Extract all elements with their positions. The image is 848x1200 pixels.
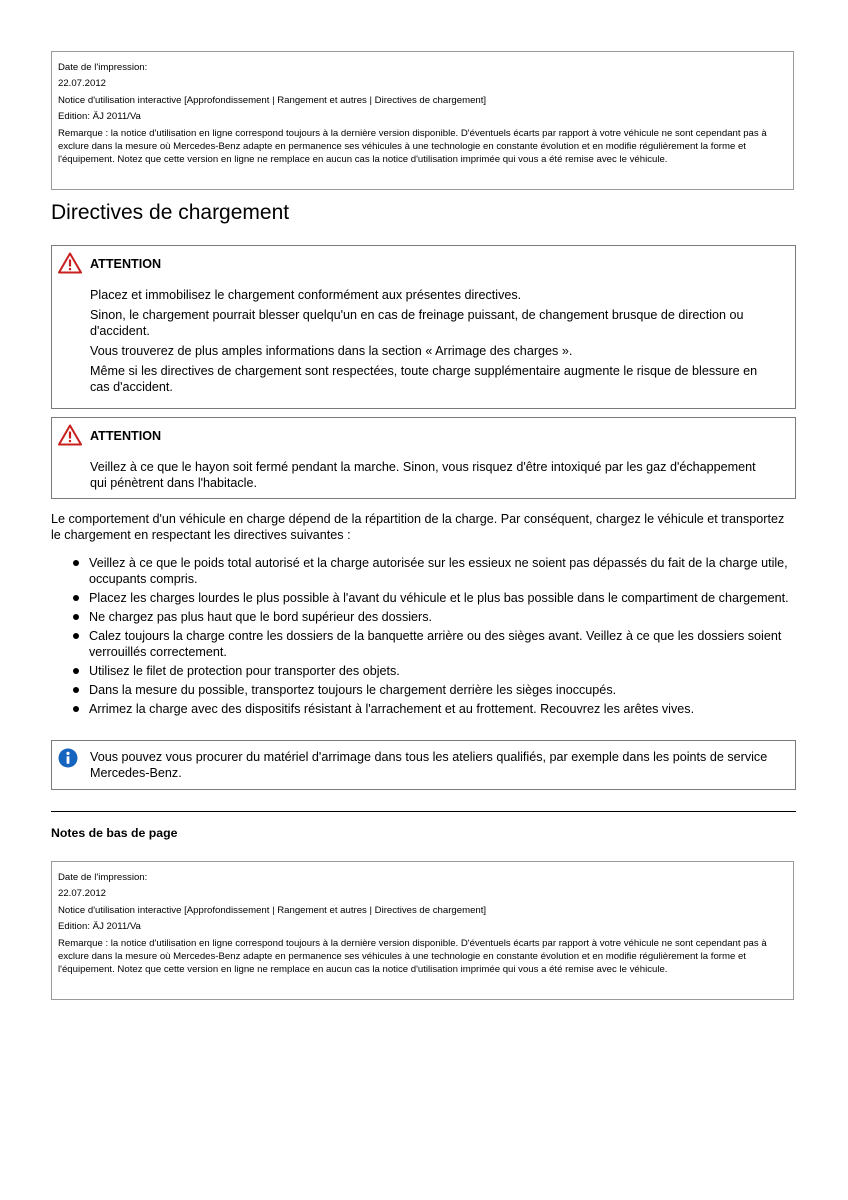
list-item <box>51 628 796 660</box>
remark-text: Remarque : la notice d'utilisation en ligne correspond toujours à la dernière version disponible. D'éventuels écarts par rapport à votre véhicule ne sont cependant pas à exclure dans la mesure où Mercedes-Benz adapte en permanence ses véhicules à une technologie en constante évolution et en modifie régulièrement la forme et l'équipement. Notez que cette version en ligne ne remplace en aucun cas la notice d'utilisation imprimée qui vous a été remise avec le véhicule. <box>58 937 767 976</box>
bullet-dot-icon <box>73 668 79 674</box>
info-note-text: Vous pouvez vous procurer du matériel d'arrimage dans tous les ateliers qualifiés, par exemple dans les points de service Mercedes-Benz. <box>90 750 768 780</box>
warning-paragraph: Sinon, le chargement pourrait blesser quelqu'un en cas de freinage puissant, de changement brusque de direction ou d'accident. <box>90 308 744 338</box>
info-note-box <box>51 740 796 790</box>
footnotes-heading: Notes de bas de page <box>51 826 178 840</box>
print-date-label: Date de l'impression: <box>58 62 148 73</box>
bullet-dot-icon <box>73 633 79 639</box>
warning-triangle-icon <box>58 424 82 446</box>
print-date-value: 22.07.2012 <box>58 78 107 90</box>
print-info-box-bottom <box>51 861 794 1000</box>
print-info-box-top <box>51 51 794 190</box>
bullet-dot-icon <box>73 687 79 693</box>
warning-box <box>51 417 796 499</box>
list-item-text: Ne chargez pas plus haut que le bord supérieur des dossiers. <box>89 610 433 624</box>
list-item-text: Veillez à ce que le poids total autorisé et la charge autorisée sur les essieux ne soient pas dépassés du fait de la charge utile, occupants compris. <box>89 556 788 586</box>
warning-heading: ATTENTION <box>90 429 162 443</box>
warning-paragraph: Placez et immobilisez le chargement conformément aux présentes directives. <box>90 288 522 302</box>
breadcrumb: Notice d'utilisation interactive [Approfondissement | Rangement et autres | Directives de chargement] <box>58 904 487 916</box>
warning-paragraph: Vous trouverez de plus amples informations dans la section « Arrimage des charges ». <box>90 344 573 358</box>
page-title: Directives de chargement <box>51 201 290 224</box>
warning-paragraph: Veillez à ce que le hayon soit fermé pendant la marche. Sinon, vous risquez d'être intoxiqué par les gaz d'échappement qui pénètrent dans l'habitacle. <box>90 460 756 490</box>
list-item <box>51 663 796 679</box>
warning-body <box>90 287 775 399</box>
print-date-label: Date de l'impression: <box>58 872 148 883</box>
bullet-dot-icon <box>73 595 79 601</box>
bullet-dot-icon <box>73 560 79 566</box>
list-item <box>51 701 796 717</box>
list-item-text: Utilisez le filet de protection pour transporter des objets. <box>89 664 400 678</box>
print-date-value: 22.07.2012 <box>58 888 107 900</box>
warning-box <box>51 245 796 409</box>
bullet-dot-icon <box>73 614 79 620</box>
list-item-text: Dans la mesure du possible, transportez toujours le chargement derrière les sièges inoccupés. <box>89 683 617 697</box>
breadcrumb: Notice d'utilisation interactive [Approfondissement | Rangement et autres | Directives de chargement] <box>58 94 487 106</box>
warning-heading: ATTENTION <box>90 257 162 271</box>
edition-label: Edition: ÄJ 2011/Va <box>58 921 141 933</box>
list-item <box>51 609 796 625</box>
directives-list <box>51 555 796 720</box>
warning-body <box>90 459 775 495</box>
edition-label: Edition: ÄJ 2011/Va <box>58 111 141 123</box>
list-item-text: Placez les charges lourdes le plus possible à l'avant du véhicule et le plus bas possible dans le compartiment de chargement. <box>89 591 789 605</box>
divider <box>51 811 796 812</box>
intro-paragraph: Le comportement d'un véhicule en charge dépend de la répartition de la charge. Par conséquent, chargez le véhicule et transportez le chargement en respectant les directives suivantes : <box>51 512 785 542</box>
list-item <box>51 590 796 606</box>
list-item-text: Calez toujours la charge contre les dossiers de la banquette arrière ou des sièges avant. Veillez à ce que les dossiers soient verrouillés correctement. <box>89 629 782 659</box>
warning-triangle-icon <box>58 252 82 274</box>
list-item <box>51 682 796 698</box>
list-item-text: Arrimez la charge avec des dispositifs résistant à l'arrachement et au frottement. Recouvrez les arêtes vives. <box>89 702 695 716</box>
warning-paragraph: Même si les directives de chargement sont respectées, toute charge supplémentaire augmente le risque de blessure en cas d'accident. <box>90 364 758 394</box>
bullet-dot-icon <box>73 706 79 712</box>
info-circle-icon <box>58 748 78 768</box>
remark-text: Remarque : la notice d'utilisation en ligne correspond toujours à la dernière version disponible. D'éventuels écarts par rapport à votre véhicule ne sont cependant pas à exclure dans la mesure où Mercedes-Benz adapte en permanence ses véhicules à une technologie en constante évolution et en modifie régulièrement la forme et l'équipement. Notez que cette version en ligne ne remplace en aucun cas la notice d'utilisation imprimée qui vous a été remise avec le véhicule. <box>58 127 767 166</box>
list-item <box>51 555 796 587</box>
